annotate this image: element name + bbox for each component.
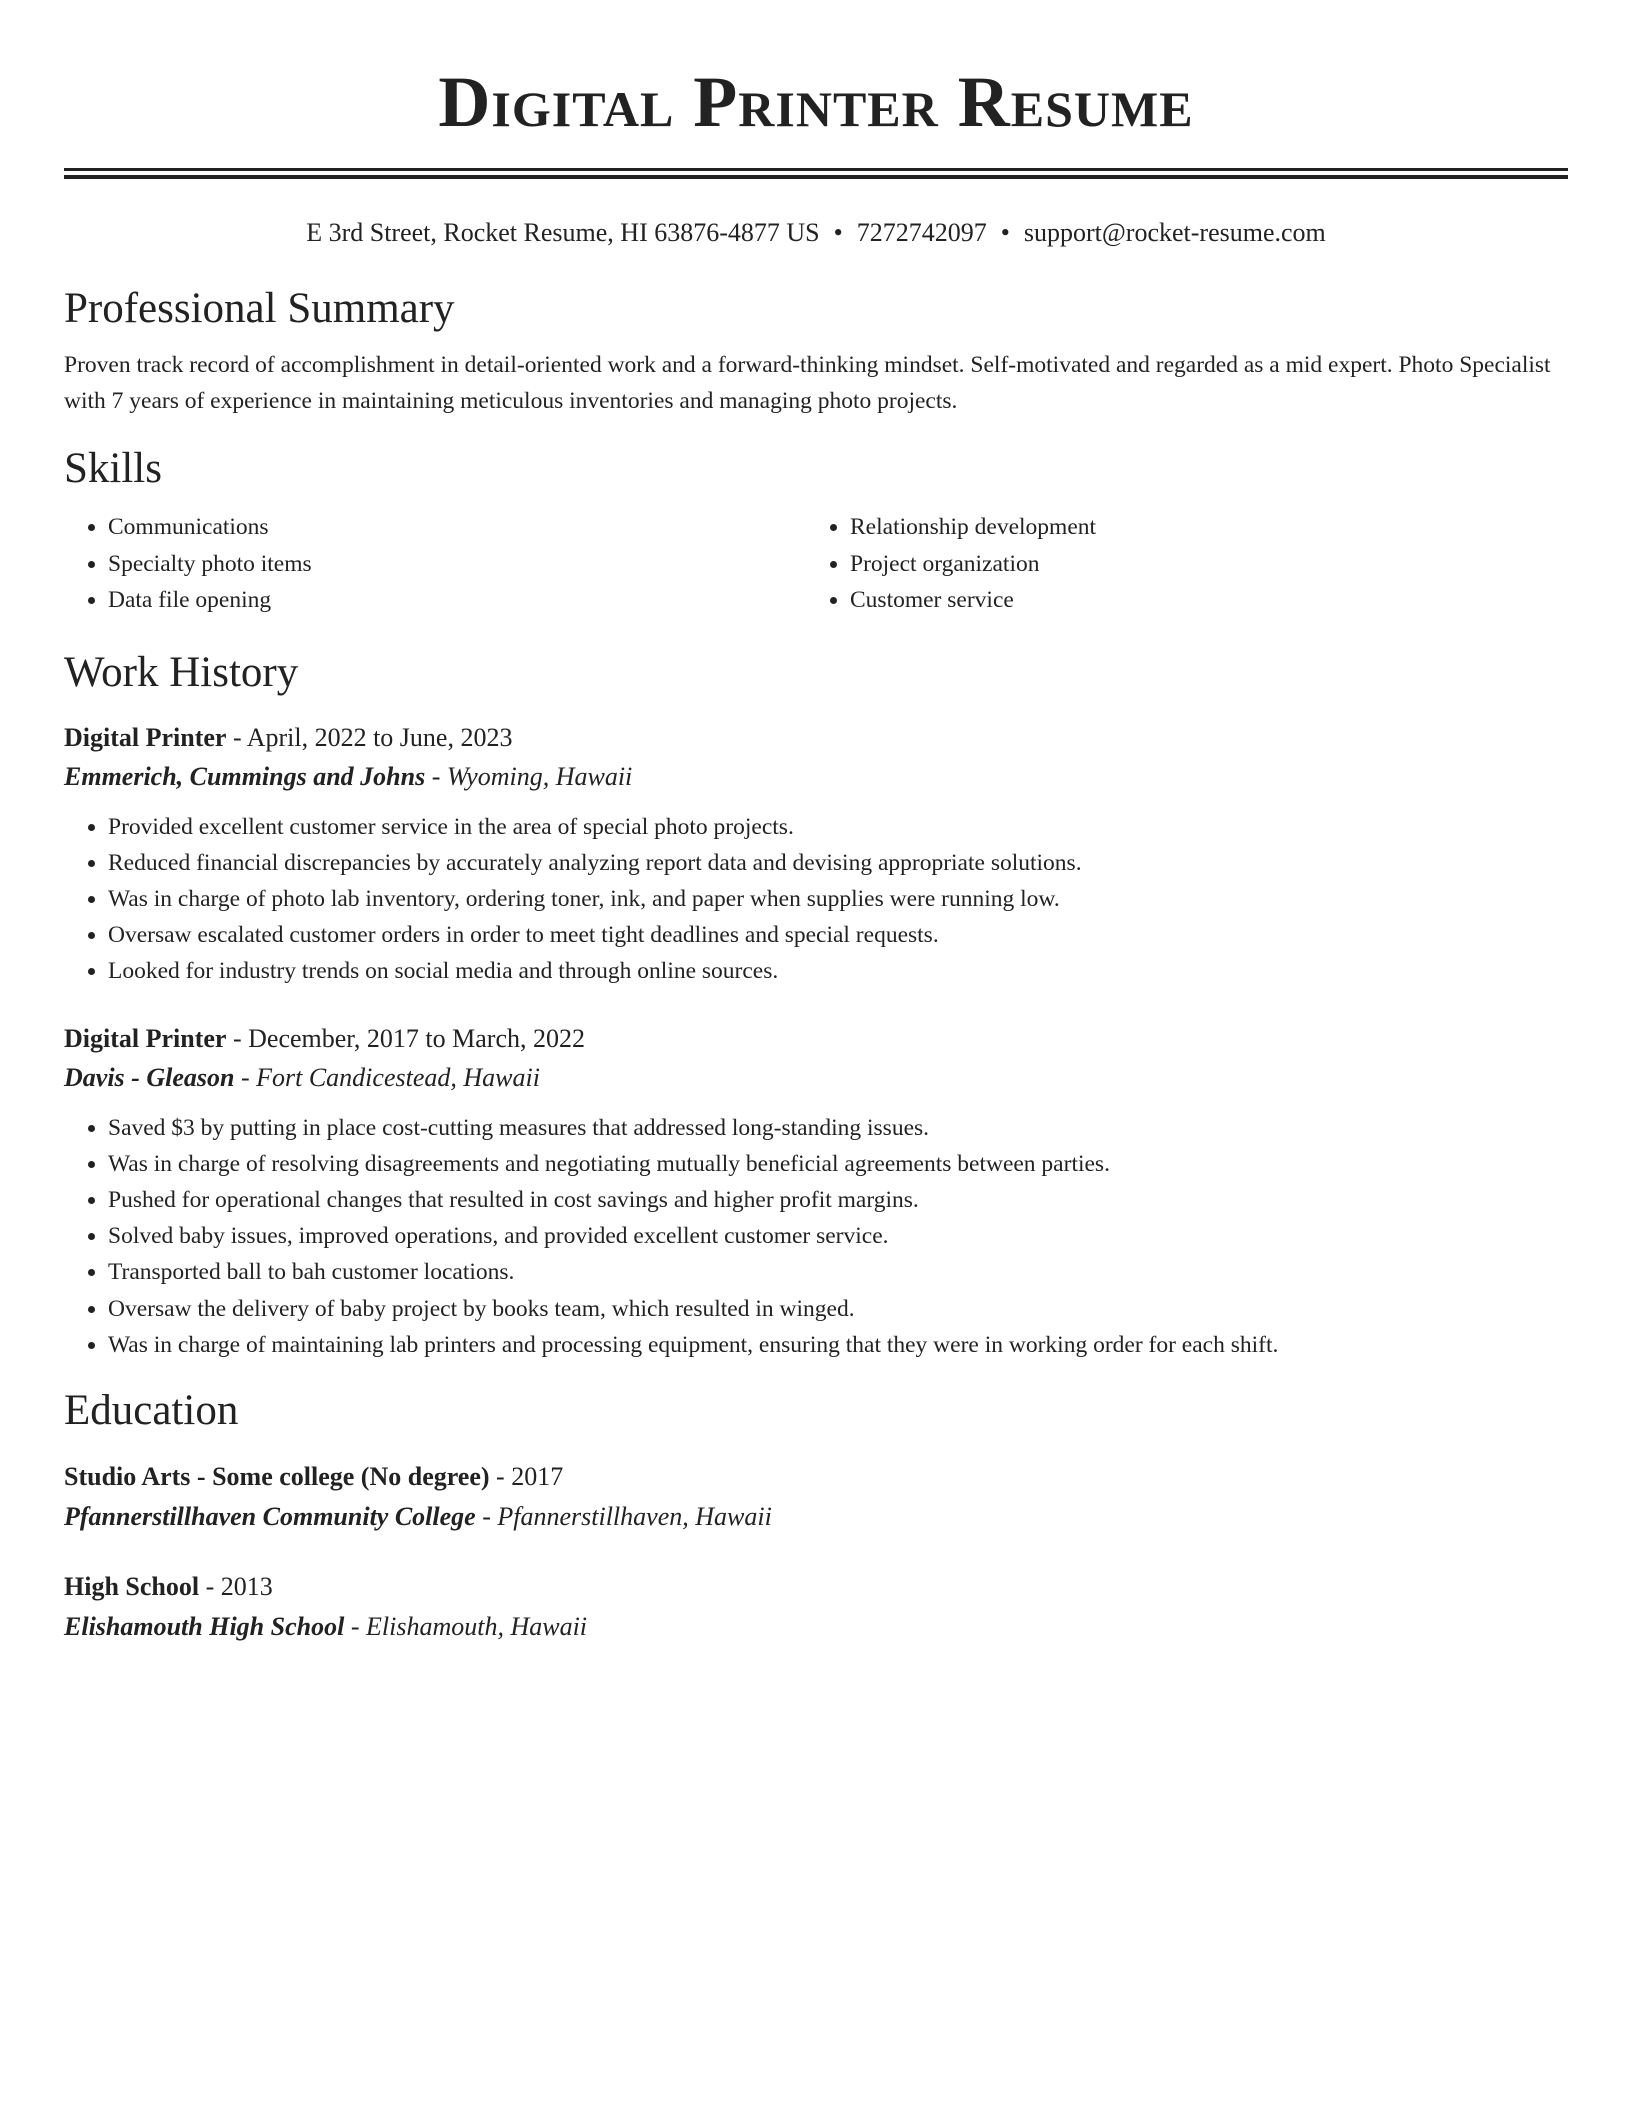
employer-line — [64, 1058, 1568, 1098]
dash: - — [226, 1023, 249, 1053]
job-bullet: • Oversaw the delivery of baby project by books team, which resulted in winged. — [108, 1291, 1568, 1327]
job-title: Digital Printer — [64, 722, 227, 752]
skill-item: • Relationship development — [850, 509, 1548, 546]
job-bullet: • Provided excellent customer service in the area of special photo projects. — [108, 809, 1568, 845]
school-location: Pfannerstillhaven, Hawaii — [497, 1501, 772, 1531]
school-name: Pfannerstillhaven Community College — [64, 1501, 476, 1531]
job-bullet: • Saved $3 by putting in place cost-cutting measures that addressed long-standing issues. — [108, 1110, 1568, 1146]
resume-title: Digital Printer Resume — [438, 62, 1194, 142]
dash: - — [234, 1062, 257, 1092]
skills-column-left — [64, 509, 806, 619]
job-bullet: • Pushed for operational changes that resulted in cost savings and higher profit margins. — [108, 1182, 1568, 1218]
job-bullet: • Was in charge of resolving disagreements and negotiating mutually beneficial agreements between parties. — [108, 1146, 1568, 1182]
employer-location: Wyoming, Hawaii — [446, 761, 633, 791]
job-bullet: • Was in charge of maintaining lab printers and processing equipment, ensuring that they were in working order for each shift. — [108, 1327, 1568, 1363]
contact-separator: • — [833, 218, 843, 247]
skills-heading: Skills — [64, 445, 162, 492]
school-name: Elishamouth High School — [64, 1611, 345, 1641]
job-entry — [64, 1020, 1568, 1363]
dash: - — [226, 722, 247, 752]
skill-item: • Communications — [108, 509, 806, 546]
contact-address: E 3rd Street, Rocket Resume, HI 63876-4877 US — [306, 218, 820, 247]
employer-name: Emmerich, Cummings and Johns — [64, 761, 426, 791]
education-entry — [64, 1567, 1568, 1647]
school-line — [64, 1607, 1568, 1647]
skill-item: • Data file opening — [108, 582, 806, 619]
skill-item: • Customer service — [850, 582, 1548, 619]
skill-item: • Specialty photo items — [108, 546, 806, 583]
summary-text: Proven track record of accomplishment in detail-oriented work and a forward-thinking mindset. Self-motivated and regarded as a mid expert. Photo Specialist with 7 years of experience in maintaining meticulous inventories and managing photo projects. — [64, 352, 1551, 414]
job-bullet: • Looked for industry trends on social media and through online sources. — [108, 953, 1568, 989]
degree-year: 2013 — [220, 1571, 273, 1601]
degree-line — [64, 1567, 1568, 1607]
degree-year: 2017 — [511, 1461, 564, 1491]
dash: - — [344, 1611, 366, 1641]
school-location: Elishamouth, Hawaii — [366, 1611, 588, 1641]
skills-list — [64, 509, 1568, 619]
job-dates: December, 2017 to March, 2022 — [248, 1023, 585, 1053]
work-history-heading: Work History — [64, 648, 299, 696]
job-bullet: • Was in charge of photo lab inventory, ordering toner, ink, and paper when supplies were running low. — [108, 881, 1568, 917]
education-entry — [64, 1457, 1568, 1537]
degree-name: High School — [64, 1571, 200, 1601]
contact-separator: • — [1000, 218, 1010, 247]
job-title: Digital Printer — [64, 1023, 227, 1053]
job-dates: April, 2022 to June, 2023 — [246, 722, 513, 752]
employer-name: Davis - Gleason — [64, 1062, 235, 1092]
degree-name: Studio Arts - Some college (No degree) — [64, 1461, 490, 1491]
job-title-line — [64, 719, 1568, 757]
skills-column-right — [806, 509, 1548, 619]
job-bullets — [64, 809, 1568, 990]
title-double-rule — [64, 168, 1568, 179]
contact-line — [64, 217, 1568, 249]
job-bullets — [64, 1110, 1568, 1363]
job-bullet: • Oversaw escalated customer orders in order to meet tight deadlines and special requests. — [108, 917, 1568, 953]
dash: - — [475, 1501, 498, 1531]
employer-location: Fort Candicestead, Hawaii — [256, 1062, 540, 1092]
job-entry — [64, 719, 1568, 990]
job-title-line — [64, 1020, 1568, 1058]
summary-heading: Professional Summary — [64, 285, 455, 332]
school-line — [64, 1497, 1568, 1537]
job-bullet: • Transported ball to bah customer locations. — [108, 1254, 1568, 1290]
contact-email: support@rocket-resume.com — [1023, 218, 1326, 247]
skill-item: • Project organization — [850, 546, 1548, 583]
employer-line — [64, 757, 1568, 797]
dash: - — [199, 1571, 221, 1601]
dash: - — [425, 761, 447, 791]
job-bullet: • Reduced financial discrepancies by accurately analyzing report data and devising appropriate solutions. — [108, 845, 1568, 881]
dash: - — [489, 1461, 512, 1491]
education-heading: Education — [64, 1386, 239, 1434]
degree-line — [64, 1457, 1568, 1497]
contact-phone: 7272742097 — [856, 218, 987, 247]
job-bullet: • Solved baby issues, improved operations, and provided excellent customer service. — [108, 1218, 1568, 1254]
